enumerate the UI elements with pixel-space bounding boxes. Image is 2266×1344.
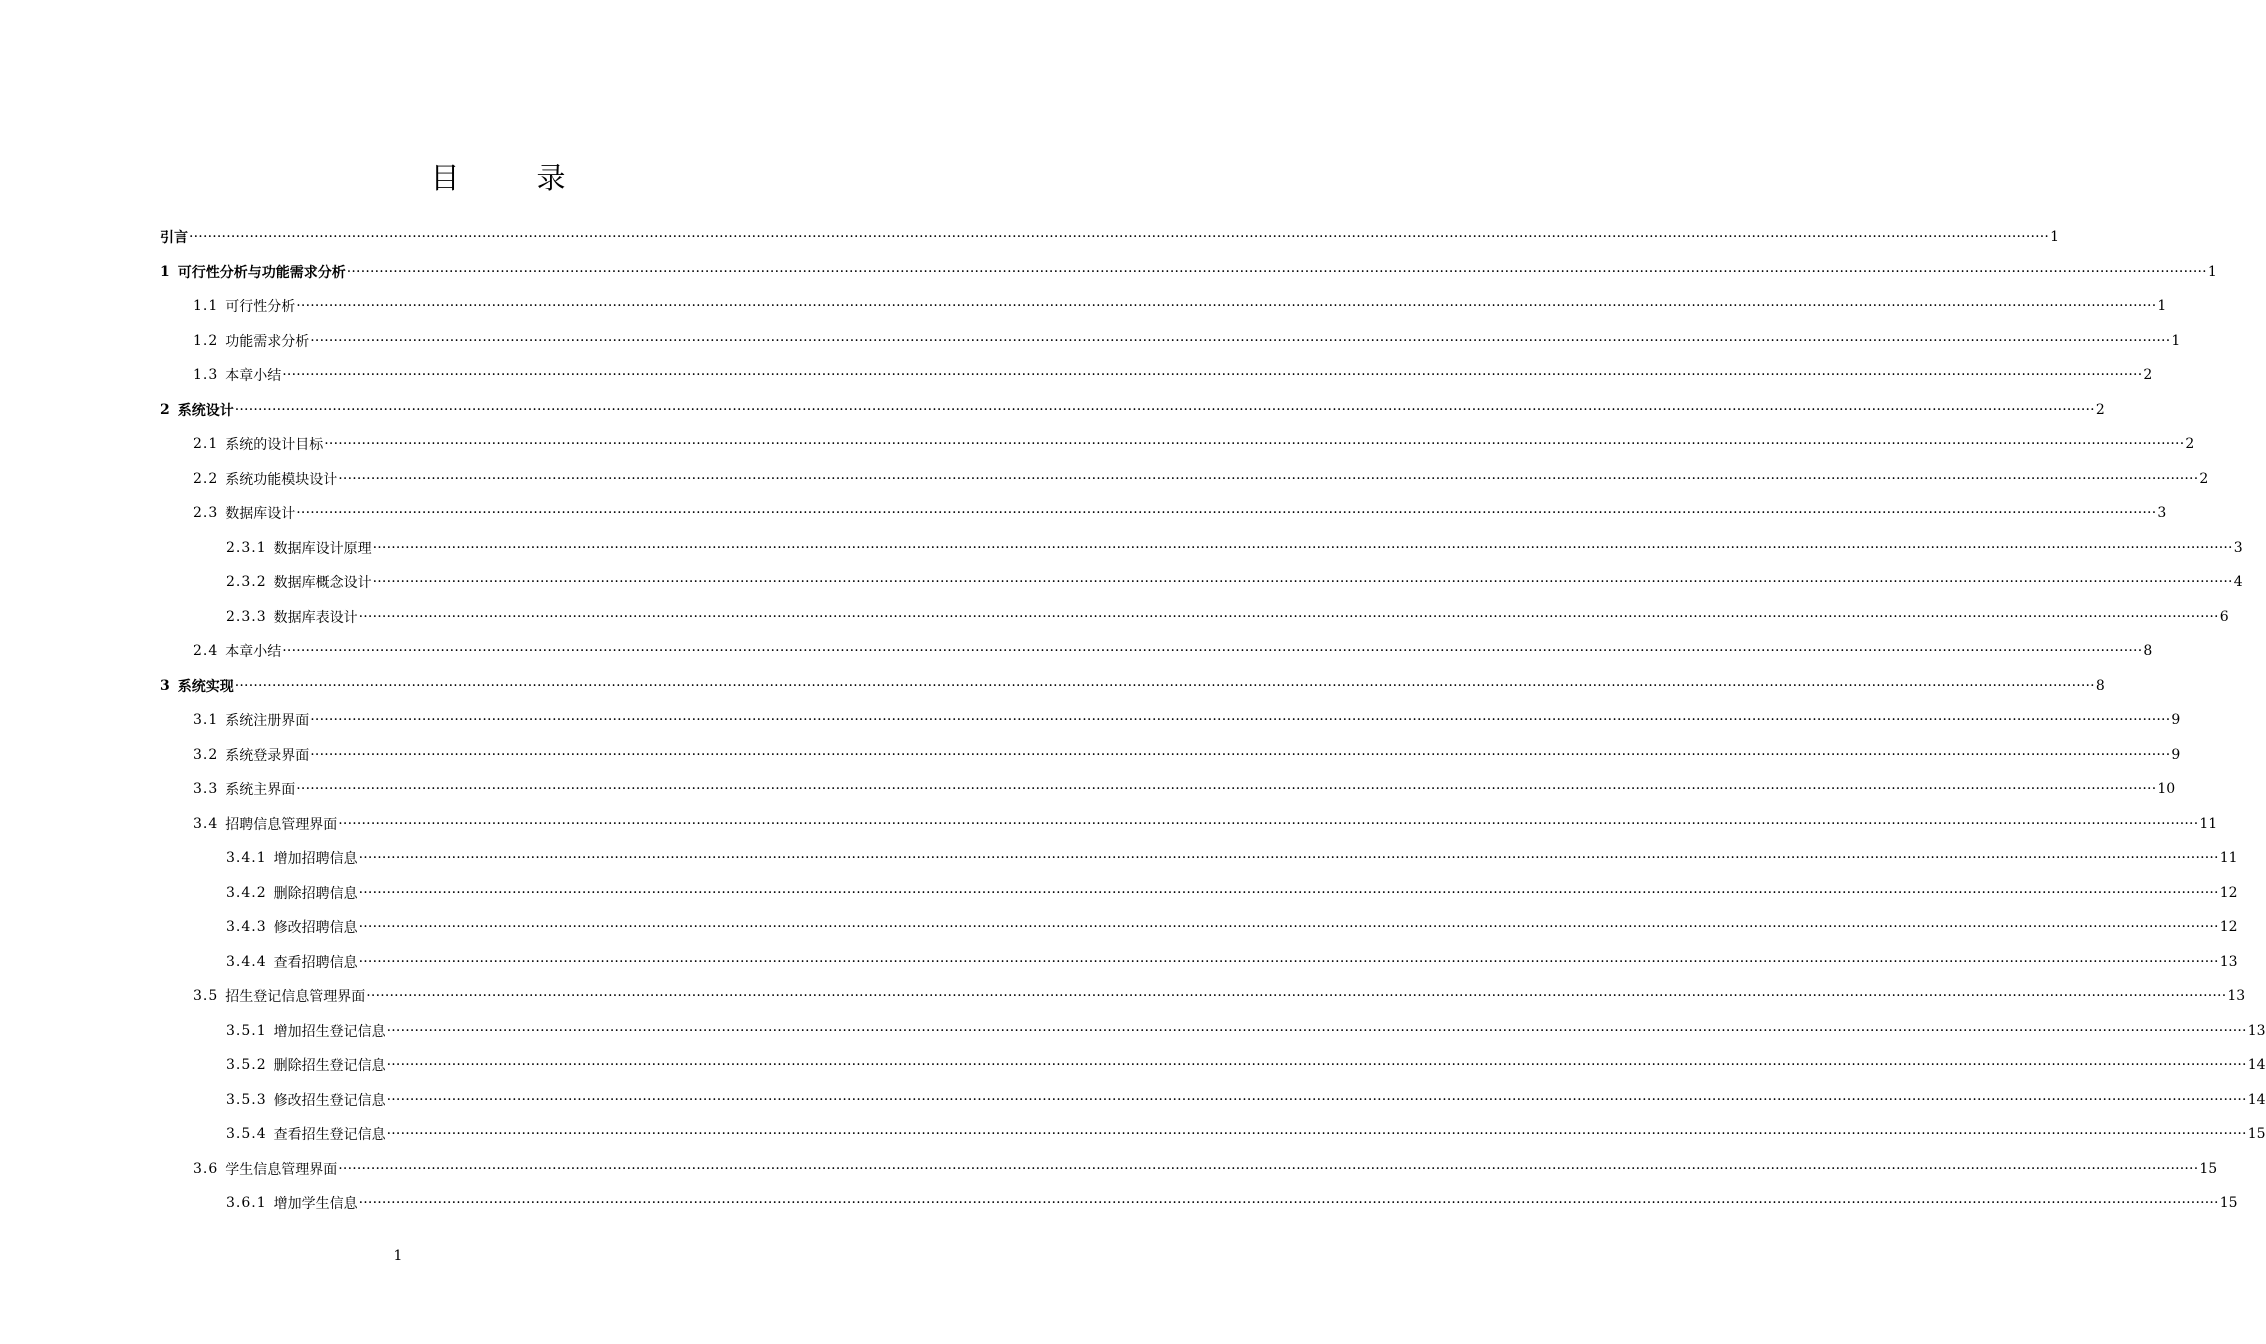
toc-entry-number: 3.6 — [193, 1160, 219, 1177]
toc-entry-page: 1 — [2157, 298, 2167, 315]
toc-entry[interactable] — [160, 669, 2105, 704]
toc-entry-title: 删除招聘信息 — [273, 885, 358, 902]
toc-dot-leader: ················································································································································································································································································································································································································ — [372, 574, 2233, 591]
toc-entry-title: 查看招聘信息 — [273, 954, 358, 971]
toc-entry-page: 12 — [2219, 884, 2238, 901]
toc-dot-leader: ················································································································································································································································································································································································································ — [189, 229, 2050, 246]
toc-entry[interactable] — [160, 393, 2105, 428]
toc-entry-title: 引言 — [160, 230, 188, 247]
toc-entry-title: 招聘信息管理界面 — [225, 816, 338, 833]
toc-entry-title: 招生登记信息管理界面 — [225, 989, 366, 1006]
toc-entry[interactable] — [160, 979, 2246, 1014]
toc-entry[interactable] — [160, 600, 2229, 635]
toc-dot-leader: ················································································································································································································································································································································································································ — [324, 436, 2185, 453]
toc-entry[interactable] — [160, 427, 2195, 462]
toc-dot-leader: ················································································································································································································································································································································································································ — [358, 953, 2219, 970]
toc-entry[interactable] — [160, 531, 2243, 566]
toc-entry-title: 增加招生登记信息 — [273, 1023, 386, 1040]
toc-entry-title: 本章小结 — [225, 644, 282, 661]
toc-dot-leader: ················································································································································································································································································································································································································ — [358, 850, 2219, 867]
toc-entry-number: 3.4 — [193, 815, 219, 832]
toc-entry-number: 2.3.3 — [226, 608, 267, 625]
toc-entry-number: 1.2 — [193, 332, 219, 349]
toc-dot-leader: ················································································································································································································································································································································································································ — [310, 332, 2171, 349]
toc-dot-leader: ················································································································································································································································································································································································································ — [296, 505, 2157, 522]
toc-dot-leader: ················································································································································································································································································································································································································ — [358, 1195, 2219, 1212]
toc-entry-page: 3 — [2157, 505, 2167, 522]
toc-entry[interactable] — [160, 255, 2217, 290]
toc-entry[interactable] — [160, 358, 2153, 393]
toc-dot-leader: ················································································································································································································································································································································································································ — [296, 298, 2157, 315]
toc-entry-number: 3.4.3 — [226, 919, 267, 936]
toc-dot-leader: ················································································································································································································································································································································································································ — [338, 470, 2199, 487]
toc-entry-page: 13 — [2219, 953, 2238, 970]
toc-entry-number: 3.5.4 — [226, 1126, 267, 1143]
toc-entry-page: 8 — [2143, 643, 2153, 660]
toc-dot-leader: ················································································································································································································································································································································································································ — [234, 677, 2095, 694]
toc-entry-page: 15 — [2219, 1195, 2238, 1212]
toc-entry-title: 查看招生登记信息 — [273, 1127, 386, 1144]
toc-entry[interactable] — [160, 1048, 2266, 1083]
toc-entry-number: 3.5.2 — [226, 1057, 267, 1074]
toc-entry-number: 1.3 — [193, 367, 219, 384]
toc-entry-title: 可行性分析与功能需求分析 — [177, 264, 346, 281]
toc-entry-page: 6 — [2219, 608, 2229, 625]
toc-entry-number: 3.4.4 — [226, 953, 267, 970]
toc-dot-leader: ················································································································································································································································································································································································································ — [346, 263, 2207, 280]
toc-entry-title: 数据库概念设计 — [273, 575, 372, 592]
toc-entry-number: 3.5.3 — [226, 1091, 267, 1108]
toc-entry-number: 3.4.1 — [226, 850, 267, 867]
toc-entry[interactable] — [160, 324, 2181, 359]
toc-entry[interactable] — [160, 738, 2181, 773]
toc-entry[interactable] — [160, 1014, 2266, 1049]
toc-entry[interactable] — [160, 220, 2059, 255]
toc-entry-page: 11 — [2199, 815, 2218, 832]
toc-entry-number: 2.4 — [193, 643, 219, 660]
toc-entry-page: 4 — [2233, 574, 2243, 591]
toc-entry-title: 本章小结 — [225, 368, 282, 385]
toc-entry[interactable] — [160, 945, 2238, 980]
toc-dot-leader: ················································································································································································································································································································································································································ — [296, 781, 2157, 798]
toc-dot-leader: ················································································································································································································································································································································································································ — [234, 401, 2095, 418]
toc-entry-page: 9 — [2171, 712, 2181, 729]
toc-entry-title: 增加学生信息 — [273, 1196, 358, 1213]
toc-entry-number: 1 — [160, 263, 171, 280]
toc-entry[interactable] — [160, 1117, 2266, 1152]
toc-entry-title: 系统实现 — [177, 678, 234, 695]
toc-entry[interactable] — [160, 496, 2167, 531]
toc-entry-title: 系统主界面 — [225, 782, 296, 799]
toc-entry-page: 9 — [2171, 746, 2181, 763]
toc-entry-page: 14 — [2247, 1057, 2266, 1074]
toc-entry-title: 修改招聘信息 — [273, 920, 358, 937]
toc-entry-page: 14 — [2247, 1091, 2266, 1108]
toc-dot-leader: ················································································································································································································································································································································································································ — [338, 815, 2199, 832]
toc-dot-leader: ················································································································································································································································································································································································································ — [358, 919, 2219, 936]
toc-entry-title: 功能需求分析 — [225, 333, 310, 350]
toc-entry-page: 2 — [2199, 470, 2209, 487]
toc-entry-title: 系统登录界面 — [225, 747, 310, 764]
toc-dot-leader: ················································································································································································································································································································································································································ — [386, 1091, 2247, 1108]
toc-entry-page: 13 — [2247, 1022, 2266, 1039]
toc-dot-leader: ················································································································································································································································································································································································································ — [366, 988, 2227, 1005]
toc-entry-page: 15 — [2199, 1160, 2218, 1177]
toc-entry-title: 可行性分析 — [225, 299, 296, 316]
toc-entry-title: 增加招聘信息 — [273, 851, 358, 868]
toc-entry-number: 2.3.1 — [226, 539, 267, 556]
toc-dot-leader: ················································································································································································································································································································································································································ — [282, 643, 2143, 660]
toc-entry-title: 学生信息管理界面 — [225, 1161, 338, 1178]
toc-entry-page: 2 — [2185, 436, 2195, 453]
toc-dot-leader: ················································································································································································································································································································································································································ — [358, 884, 2219, 901]
toc-entry[interactable] — [160, 634, 2153, 669]
toc-entry-title: 系统注册界面 — [225, 713, 310, 730]
toc-dot-leader: ················································································································································································································································································································································································································ — [310, 746, 2171, 763]
toc-entry-title: 系统功能模块设计 — [225, 471, 338, 488]
toc-entry[interactable] — [160, 841, 2238, 876]
toc-entry-number: 3.1 — [193, 712, 219, 729]
toc-entry-page: 1 — [2171, 332, 2181, 349]
toc-entry-page: 2 — [2095, 401, 2105, 418]
toc-entry[interactable] — [160, 807, 2218, 842]
toc-entry-page: 15 — [2247, 1126, 2266, 1143]
toc-entry-title: 数据库表设计 — [273, 609, 358, 626]
toc-entry-title: 系统设计 — [177, 402, 234, 419]
toc-entry[interactable] — [160, 910, 2238, 945]
page-number: 1 — [393, 1248, 403, 1264]
toc-entry-number: 3 — [160, 677, 171, 694]
toc-entry-number: 1.1 — [193, 298, 219, 315]
toc-entry[interactable] — [160, 772, 2176, 807]
toc-entry-number: 2.1 — [193, 436, 219, 453]
toc-dot-leader: ················································································································································································································································································································································································································ — [338, 1160, 2199, 1177]
toc-entry-page: 2 — [2143, 367, 2153, 384]
toc-entry-number: 2.3.2 — [226, 574, 267, 591]
toc-entry-number: 3.6.1 — [226, 1195, 267, 1212]
toc-entry-page: 11 — [2219, 850, 2238, 867]
toc-entry-number: 3.3 — [193, 781, 219, 798]
toc-dot-leader: ················································································································································································································································································································································································································ — [386, 1126, 2247, 1143]
toc-entry-number: 3.5.1 — [226, 1022, 267, 1039]
toc-entry-number: 3.2 — [193, 746, 219, 763]
toc-entry[interactable] — [160, 289, 2167, 324]
toc-entry-number: 2.3 — [193, 505, 219, 522]
toc-entry[interactable] — [160, 703, 2181, 738]
toc-entry-number: 2 — [160, 401, 171, 418]
toc-entry-title: 系统的设计目标 — [225, 437, 324, 454]
toc-entry[interactable] — [160, 1186, 2238, 1221]
toc-dot-leader: ················································································································································································································································································································································································································ — [358, 608, 2219, 625]
toc-entry[interactable] — [160, 1152, 2218, 1187]
toc-dot-leader: ················································································································································································································································································································································································································ — [386, 1057, 2247, 1074]
toc-entry[interactable] — [160, 462, 2209, 497]
toc-dot-leader: ················································································································································································································································································································································································································ — [386, 1022, 2247, 1039]
table-of-contents — [160, 220, 2266, 1221]
toc-entry-page: 1 — [2207, 263, 2217, 280]
toc-entry-page: 10 — [2157, 781, 2176, 798]
toc-entry-title: 数据库设计 — [225, 506, 296, 523]
toc-entry-page: 3 — [2233, 539, 2243, 556]
toc-entry-page: 13 — [2227, 988, 2246, 1005]
toc-entry-page: 8 — [2095, 677, 2105, 694]
toc-entry-title: 删除招生登记信息 — [273, 1058, 386, 1075]
toc-entry[interactable] — [160, 565, 2243, 600]
toc-entry-page: 12 — [2219, 919, 2238, 936]
toc-dot-leader: ················································································································································································································································································································································································································ — [282, 367, 2143, 384]
toc-entry-number: 3.4.2 — [226, 884, 267, 901]
page-title: 目 录 — [430, 161, 590, 195]
toc-entry-title: 修改招生登记信息 — [273, 1092, 386, 1109]
toc-dot-leader: ················································································································································································································································································································································································································ — [372, 539, 2233, 556]
toc-entry-number: 2.2 — [193, 470, 219, 487]
toc-dot-leader: ················································································································································································································································································································································································································ — [310, 712, 2171, 729]
toc-entry-number: 3.5 — [193, 988, 219, 1005]
toc-entry[interactable] — [160, 1083, 2266, 1118]
toc-entry-page: 1 — [2050, 229, 2059, 246]
toc-entry[interactable] — [160, 876, 2238, 911]
toc-entry-title: 数据库设计原理 — [273, 540, 372, 557]
